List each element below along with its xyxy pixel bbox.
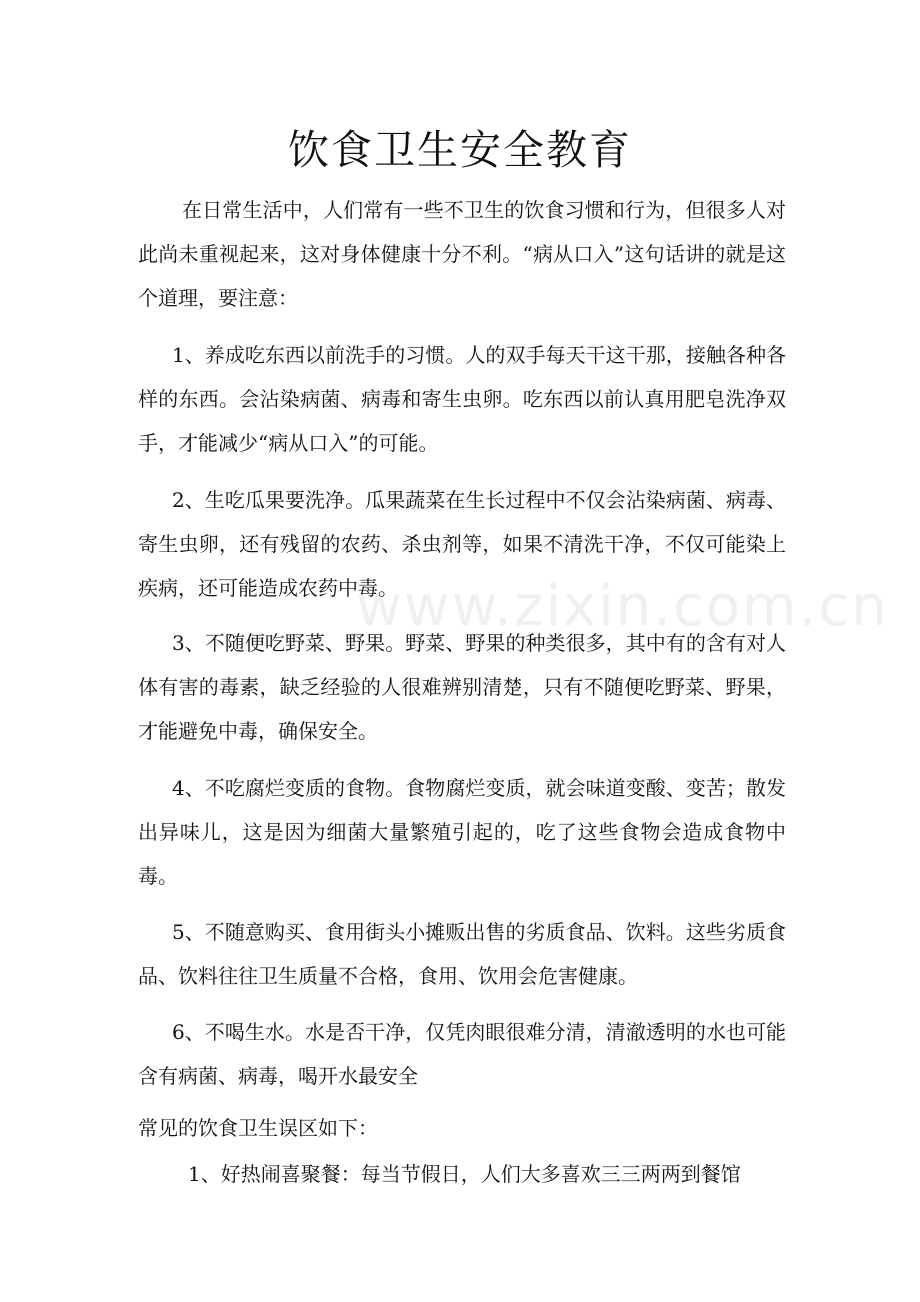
watermark: www.zixin.com.cn: [356, 574, 889, 639]
tip-item-3: 3、不随便吃野菜、野果。野菜、野果的种类很多，其中有的含有对人体有害的毒素，缺乏经验的人很难辨别清楚，只有不随便吃野菜、野果，才能避免中毒，确保安全。: [138, 631, 786, 743]
tip-item-6: 6、不喝生水。水是否干净，仅凭肉眼很难分清，清澈透明的水也可能含有病菌、病毒，喝开水最安全: [138, 1020, 786, 1088]
page-title: 饮食卫生安全教育: [288, 126, 632, 174]
intro-paragraph: 在日常生活中，人们常有一些不卫生的饮食习惯和行为，但很多人对此尚未重视起来，这对身体健康十分不利。“病从口入”这句话讲的就是这个道理，要注意：: [138, 198, 786, 310]
tip-item-1: 1、养成吃东西以前洗手的习惯。人的双手每天干这干那，接触各种各样的东西。会沾染病菌、病毒和寄生虫卵。吃东西以前认真用肥皂洗净双手，才能减少“病从口入”的可能。: [138, 343, 786, 455]
misconception-item-1: 1、好热闹喜聚餐：每当节假日，人们大多喜欢三三两两到餐馆: [188, 1162, 741, 1186]
tip-item-4: 4、不吃腐烂变质的食物。食物腐烂变质，就会味道变酸、变苦；散发出异味儿，这是因为细菌大量繁殖引起的，吃了这些食物会造成食物中毒。: [138, 776, 786, 888]
misconceptions-heading: 常见的饮食卫生误区如下：: [138, 1116, 378, 1140]
tip-item-2: 2、生吃瓜果要洗净。瓜果蔬菜在生长过程中不仅会沾染病菌、病毒、寄生虫卵，还有残留的农药、杀虫剂等，如果不清洗干净，不仅可能染上疾病，还可能造成农药中毒。: [138, 488, 786, 600]
tip-item-5: 5、不随意购买、食用街头小摊贩出售的劣质食品、饮料。这些劣质食品、饮料往往卫生质量不合格，食用、饮用会危害健康。: [138, 920, 786, 988]
